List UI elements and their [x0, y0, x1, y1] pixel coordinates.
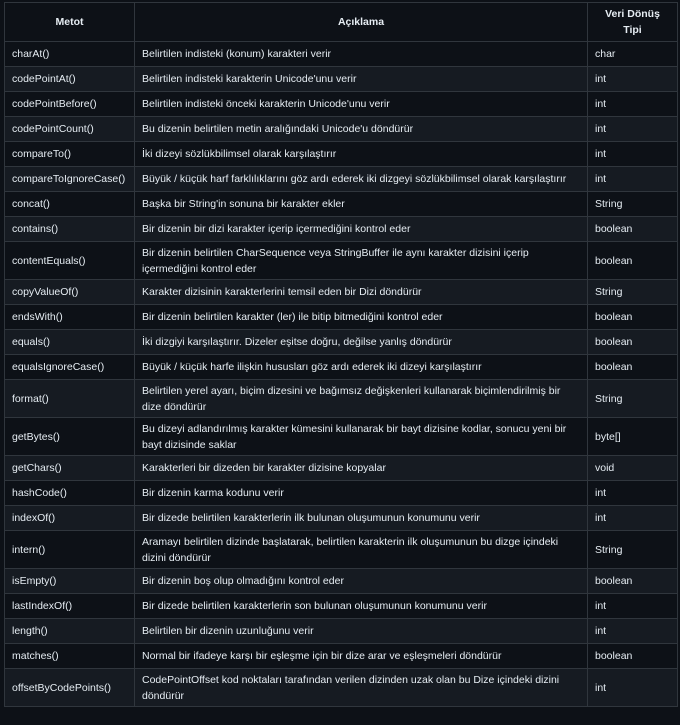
method-cell: charAt() — [5, 42, 135, 67]
return-type-cell: boolean — [588, 305, 678, 330]
method-cell: endsWith() — [5, 305, 135, 330]
description-cell: Karakter dizisinin karakterlerini temsil eden bir Dizi döndürür — [135, 280, 588, 305]
table-row — [5, 506, 678, 531]
return-type-cell: void — [588, 456, 678, 481]
string-methods-table — [4, 2, 678, 707]
method-cell: compareToIgnoreCase() — [5, 167, 135, 192]
method-cell: indexOf() — [5, 506, 135, 531]
table-header-row — [5, 3, 678, 42]
return-type-cell: int — [588, 481, 678, 506]
description-cell: Bir dizenin karma kodunu verir — [135, 481, 588, 506]
table-row — [5, 481, 678, 506]
table-row — [5, 669, 678, 707]
table-row — [5, 531, 678, 569]
table-row — [5, 594, 678, 619]
return-type-cell: int — [588, 619, 678, 644]
description-cell: Belirtilen indisteki karakterin Unicode'unu verir — [135, 67, 588, 92]
table-row — [5, 217, 678, 242]
table-row — [5, 42, 678, 67]
return-type-cell: int — [588, 117, 678, 142]
description-cell: Aramayı belirtilen dizinde başlatarak, belirtilen karakterin ilk oluşumunun bu dizge içindeki dizini döndürür — [135, 531, 588, 569]
description-cell: Bir dizenin boş olup olmadığını kontrol eder — [135, 569, 588, 594]
return-type-cell: boolean — [588, 569, 678, 594]
table-row — [5, 418, 678, 456]
method-cell: concat() — [5, 192, 135, 217]
method-cell: copyValueOf() — [5, 280, 135, 305]
return-type-cell: boolean — [588, 217, 678, 242]
table-row — [5, 192, 678, 217]
return-type-cell: int — [588, 669, 678, 707]
table-row — [5, 644, 678, 669]
return-type-cell: String — [588, 192, 678, 217]
method-cell: codePointBefore() — [5, 92, 135, 117]
return-type-cell: int — [588, 92, 678, 117]
method-cell: offsetByCodePoints() — [5, 669, 135, 707]
method-cell: intern() — [5, 531, 135, 569]
return-type-cell: int — [588, 142, 678, 167]
description-cell: Büyük / küçük harfe ilişkin hususları göz ardı ederek iki dizeyi karşılaştırır — [135, 355, 588, 380]
method-cell: contains() — [5, 217, 135, 242]
description-cell: Bu dizenin belirtilen metin aralığındaki Unicode'u döndürür — [135, 117, 588, 142]
description-cell: Belirtilen bir dizenin uzunluğunu verir — [135, 619, 588, 644]
description-cell: Belirtilen indisteki (konum) karakteri verir — [135, 42, 588, 67]
return-type-cell: boolean — [588, 644, 678, 669]
description-cell: Bir dizede belirtilen karakterlerin ilk bulunan oluşumunun konumunu verir — [135, 506, 588, 531]
table-row — [5, 142, 678, 167]
table-row — [5, 92, 678, 117]
method-cell: equals() — [5, 330, 135, 355]
header-description: Açıklama — [135, 3, 588, 42]
return-type-cell: int — [588, 67, 678, 92]
description-cell: Normal bir ifadeye karşı bir eşleşme için bir dize arar ve eşleşmeleri döndürür — [135, 644, 588, 669]
description-cell: Başka bir String'in sonuna bir karakter ekler — [135, 192, 588, 217]
method-cell: equalsIgnoreCase() — [5, 355, 135, 380]
description-cell: Belirtilen yerel ayarı, biçim dizesini ve bağımsız değişkenleri kullanarak biçimlendirilmiş bir dize döndürür — [135, 380, 588, 418]
header-return-type: Veri Dönüş Tipi — [588, 3, 678, 42]
description-cell: Belirtilen indisteki önceki karakterin Unicode'unu verir — [135, 92, 588, 117]
table-row — [5, 569, 678, 594]
return-type-cell: String — [588, 531, 678, 569]
description-cell: CodePointOffset kod noktaları tarafından verilen dizinden uzak olan bu Dize içindeki dizini döndürür — [135, 669, 588, 707]
table-row — [5, 355, 678, 380]
return-type-cell: boolean — [588, 355, 678, 380]
description-cell: Bir dizenin bir dizi karakter içerip içermediğini kontrol eder — [135, 217, 588, 242]
method-cell: length() — [5, 619, 135, 644]
method-cell: getBytes() — [5, 418, 135, 456]
return-type-cell: boolean — [588, 330, 678, 355]
return-type-cell: String — [588, 280, 678, 305]
return-type-cell: int — [588, 506, 678, 531]
method-cell: lastIndexOf() — [5, 594, 135, 619]
table-row — [5, 619, 678, 644]
return-type-cell: String — [588, 380, 678, 418]
return-type-cell: byte[] — [588, 418, 678, 456]
return-type-cell: int — [588, 167, 678, 192]
return-type-cell: char — [588, 42, 678, 67]
table-row — [5, 117, 678, 142]
description-cell: Bu dizeyi adlandırılmış karakter kümesini kullanarak bir bayt dizisine kodlar, sonucu yeni bir bayt dizisinde saklar — [135, 418, 588, 456]
description-cell: Karakterleri bir dizeden bir karakter dizisine kopyalar — [135, 456, 588, 481]
description-cell: Bir dizenin belirtilen CharSequence veya StringBuffer ile aynı karakter dizisini içerip içermediğini kontrol eder — [135, 242, 588, 280]
description-cell: İki dizeyi sözlükbilimsel olarak karşılaştırır — [135, 142, 588, 167]
method-cell: codePointCount() — [5, 117, 135, 142]
description-cell: Bir dizede belirtilen karakterlerin son bulunan oluşumunun konumunu verir — [135, 594, 588, 619]
table-row — [5, 456, 678, 481]
header-method: Metot — [5, 3, 135, 42]
description-cell: Bir dizenin belirtilen karakter (ler) ile bitip bitmediğini kontrol eder — [135, 305, 588, 330]
return-type-cell: boolean — [588, 242, 678, 280]
method-cell: compareTo() — [5, 142, 135, 167]
method-cell: matches() — [5, 644, 135, 669]
table-row — [5, 67, 678, 92]
table-row — [5, 280, 678, 305]
table-row — [5, 330, 678, 355]
method-cell: isEmpty() — [5, 569, 135, 594]
description-cell: İki dizgiyi karşılaştırır. Dizeler eşitse doğru, değilse yanlış döndürür — [135, 330, 588, 355]
method-cell: format() — [5, 380, 135, 418]
method-cell: codePointAt() — [5, 67, 135, 92]
table-row — [5, 305, 678, 330]
description-cell: Büyük / küçük harf farklılıklarını göz ardı ederek iki dizgeyi sözlükbilimsel olarak karşılaştırır — [135, 167, 588, 192]
method-cell: hashCode() — [5, 481, 135, 506]
table-row — [5, 242, 678, 280]
method-cell: getChars() — [5, 456, 135, 481]
return-type-cell: int — [588, 594, 678, 619]
table-row — [5, 380, 678, 418]
table-row — [5, 167, 678, 192]
method-cell: contentEquals() — [5, 242, 135, 280]
table-body — [5, 42, 678, 707]
